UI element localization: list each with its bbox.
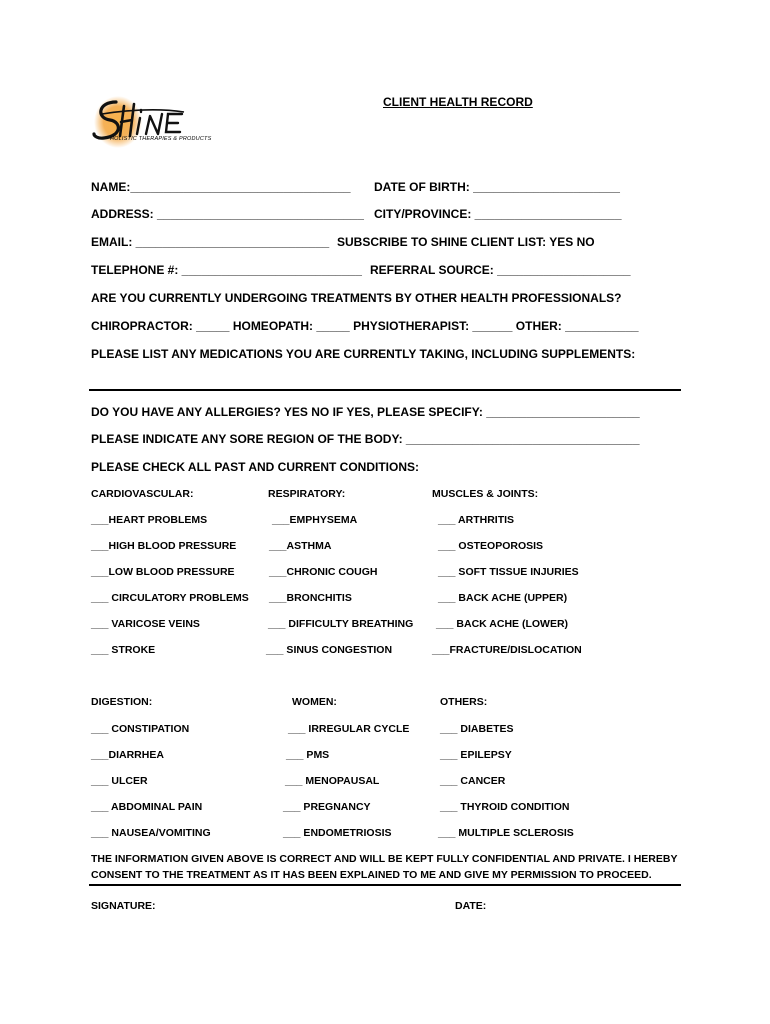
checkbox-endometriosis[interactable]: ___ ENDOMETRIOSIS xyxy=(283,827,392,839)
checkbox-back-ache-lower[interactable]: ___ BACK ACHE (LOWER) xyxy=(436,618,569,630)
sore-region-question[interactable]: PLEASE INDICATE ANY SORE REGION OF THE BODY: ___________________________________ xyxy=(91,432,640,446)
address-field[interactable]: ADDRESS: _______________________________ xyxy=(91,207,364,221)
checkbox-multiple-sclerosis[interactable]: ___ MULTIPLE SCLEROSIS xyxy=(438,827,574,839)
checkbox-bronchitis[interactable]: ___BRONCHITIS xyxy=(269,592,352,604)
checkbox-abdominal-pain[interactable]: ___ ABDOMINAL PAIN xyxy=(91,801,203,813)
checkbox-difficulty-breathing[interactable]: ___ DIFFICULTY BREATHING xyxy=(268,618,414,630)
checkbox-stroke[interactable]: ___ STROKE xyxy=(91,644,156,656)
treatments-line[interactable]: CHIROPRACTOR: _____ HOMEOPATH: _____ PHYSIOTHERAPIST: ______ OTHER: ___________ xyxy=(91,319,639,333)
checkbox-arthritis[interactable]: ___ ARTHRITIS xyxy=(438,514,515,526)
checkbox-pregnancy[interactable]: ___ PREGNANCY xyxy=(283,801,371,813)
checkbox-fracture-dislocation[interactable]: ___FRACTURE/DISLOCATION xyxy=(432,644,582,656)
city-province-field[interactable]: CITY/PROVINCE: ______________________ xyxy=(374,207,622,221)
checkbox-heart-problems[interactable]: ___HEART PROBLEMS xyxy=(91,514,208,526)
checkbox-ulcer[interactable]: ___ ULCER xyxy=(91,775,148,787)
checkbox-asthma[interactable]: ___ASTHMA xyxy=(269,540,332,552)
logo-tagline: HOLISTIC THERAPIES & PRODUCTS xyxy=(110,136,212,142)
header-women: WOMEN: xyxy=(292,696,337,708)
date-label[interactable]: DATE: xyxy=(455,900,487,912)
name-field[interactable]: NAME:_________________________________ xyxy=(91,180,351,194)
header-digestion: DIGESTION: xyxy=(91,696,153,708)
checkbox-constipation[interactable]: ___ CONSTIPATION xyxy=(91,723,190,735)
sun-swash-logo-icon xyxy=(88,92,218,154)
checkbox-menopausal[interactable]: ___ MENOPAUSAL xyxy=(285,775,380,787)
email-field[interactable]: EMAIL: _____________________________ xyxy=(91,235,330,249)
checkbox-circulatory-problems[interactable]: ___ CIRCULATORY PROBLEMS xyxy=(91,592,249,604)
header-cardiovascular: CARDIOVASCULAR: xyxy=(91,488,194,500)
treatments-question: ARE YOU CURRENTLY UNDERGOING TREATMENTS BY OTHER HEALTH PROFESSIONALS? xyxy=(91,291,622,305)
header-respiratory: RESPIRATORY: xyxy=(268,488,346,500)
checkbox-chronic-cough[interactable]: ___CHRONIC COUGH xyxy=(269,566,378,578)
checkbox-high-blood-pressure[interactable]: ___HIGH BLOOD PRESSURE xyxy=(91,540,237,552)
referral-source-field[interactable]: REFERRAL SOURCE: ____________________ xyxy=(370,263,631,277)
shine-logo xyxy=(88,92,218,154)
checkbox-cancer[interactable]: ___ CANCER xyxy=(440,775,506,787)
checkbox-epilepsy[interactable]: ___ EPILEPSY xyxy=(440,749,512,761)
checkbox-low-blood-pressure[interactable]: ___LOW BLOOD PRESSURE xyxy=(91,566,235,578)
conditions-instruction: PLEASE CHECK ALL PAST AND CURRENT CONDITIONS: xyxy=(91,460,420,474)
consent-line-2: CONSENT TO THE TREATMENT AS IT HAS BEEN EXPLAINED TO ME AND GIVE MY PERMISSION TO PROCEED. xyxy=(91,869,652,881)
checkbox-osteoporosis[interactable]: ___ OSTEOPOROSIS xyxy=(438,540,544,552)
telephone-field[interactable]: TELEPHONE #: ___________________________ xyxy=(91,263,362,277)
checkbox-soft-tissue-injuries[interactable]: ___ SOFT TISSUE INJURIES xyxy=(438,566,579,578)
page-title: CLIENT HEALTH RECORD xyxy=(383,95,533,109)
header-others: OTHERS: xyxy=(440,696,488,708)
checkbox-thyroid-condition[interactable]: ___ THYROID CONDITION xyxy=(440,801,570,813)
signature-label[interactable]: SIGNATURE: xyxy=(91,900,156,912)
consent-divider xyxy=(89,884,681,886)
checkbox-diabetes[interactable]: ___ DIABETES xyxy=(440,723,514,735)
allergies-question[interactable]: DO YOU HAVE ANY ALLERGIES? YES NO IF YES, PLEASE SPECIFY: _______________________ xyxy=(91,405,640,419)
checkbox-pms[interactable]: ___ PMS xyxy=(286,749,330,761)
checkbox-varicose-veins[interactable]: ___ VARICOSE VEINS xyxy=(91,618,200,630)
checkbox-back-ache-upper[interactable]: ___ BACK ACHE (UPPER) xyxy=(438,592,568,604)
checkbox-sinus-congestion[interactable]: ___ SINUS CONGESTION xyxy=(266,644,393,656)
medications-question: PLEASE LIST ANY MEDICATIONS YOU ARE CURRENTLY TAKING, INCLUDING SUPPLEMENTS: xyxy=(91,347,636,361)
checkbox-diarrhea[interactable]: ___DIARRHEA xyxy=(91,749,164,761)
header-muscles-joints: MUSCLES & JOINTS: xyxy=(432,488,539,500)
checkbox-emphysema[interactable]: ___EMPHYSEMA xyxy=(272,514,358,526)
dob-field[interactable]: DATE OF BIRTH: ______________________ xyxy=(374,180,620,194)
checkbox-nausea-vomiting[interactable]: ___ NAUSEA/VOMITING xyxy=(91,827,211,839)
subscribe-option[interactable]: SUBSCRIBE TO SHINE CLIENT LIST: YES NO xyxy=(337,235,595,249)
checkbox-irregular-cycle[interactable]: ___ IRREGULAR CYCLE xyxy=(288,723,410,735)
medications-answer-line[interactable] xyxy=(89,389,681,391)
consent-line-1: THE INFORMATION GIVEN ABOVE IS CORRECT AND WILL BE KEPT FULLY CONFIDENTIAL AND PRIVATE. I HEREBY xyxy=(91,853,678,865)
